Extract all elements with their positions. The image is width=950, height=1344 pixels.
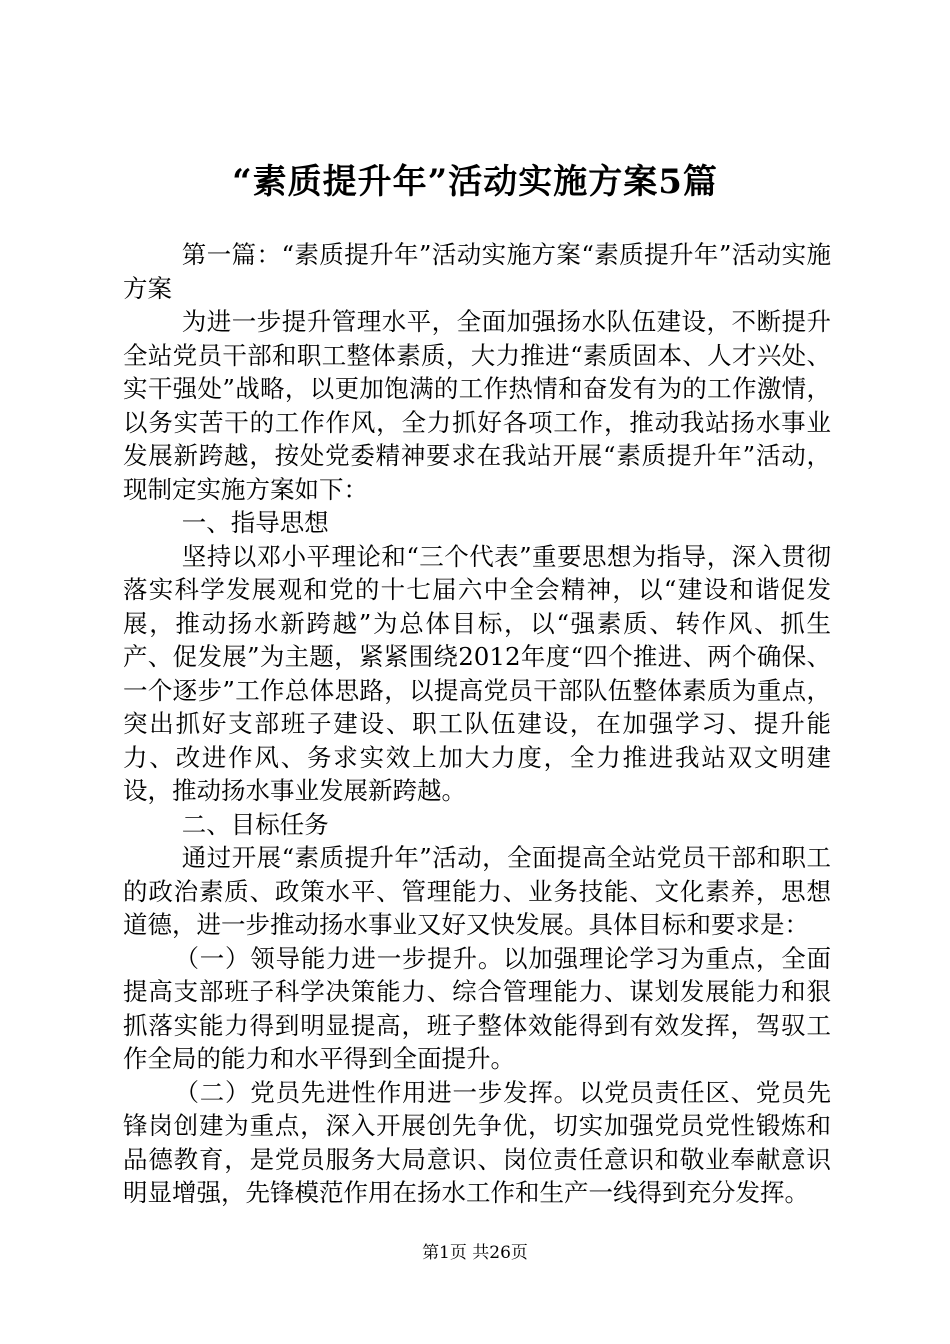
paragraph-leadership-ability: （一）领导能力进一步提升。以加强理论学习为重点，全面提高支部班子科学决策能力、综合管理能力、谋划发展能力和狠抓落实能力得到明显提高，班子整体效能得到有效发挥，驾驭工作全局的能力和水平得到全面提升。	[123, 943, 831, 1073]
paragraph-section-title: 第一篇：“素质提升年”活动实施方案“素质提升年”活动实施方案	[123, 240, 831, 303]
paragraph-goals-tasks: 通过开展“素质提升年”活动，全面提高全站党员干部和职工的政治素质、政策水平、管理能力、业务技能、文化素养，思想道德，进一步推动扬水事业又好又快发展。具体目标和要求是：	[123, 843, 831, 939]
paragraph-guiding-ideology: 坚持以邓小平理论和“三个代表”重要思想为指导，深入贯彻落实科学发展观和党的十七届六中全会精神，以“建设和谐促发展，推动扬水新跨越”为总体目标，以“强素质、转作风、抓生产、促发展”为主题，紧紧围绕2012年度“四个推进、两个确保、一个逐步”工作总体思路，以提高党员干部队伍整体素质为重点，突出抓好支部班子建设、职工队伍建设，在加强学习、提升能力、改进作风、务求实效上加大力度，全力推进我站双文明建设，推动扬水事业发展新跨越。	[123, 541, 831, 805]
heading-guiding-ideology: 一、指导思想	[181, 508, 329, 537]
page-footer: 第1页 共26页	[422, 1243, 528, 1263]
paragraph-intro: 为进一步提升管理水平，全面加强扬水队伍建设，不断提升全站党员干部和职工整体素质，大力推进“素质固本、人才兴处、实干强处”战略，以更加饱满的工作热情和奋发有为的工作激情，以务实苦干的工作作风，全力抓好各项工作，推动我站扬水事业发展新跨越，按处党委精神要求在我站开展“素质提升年”活动，现制定实施方案如下：	[123, 307, 831, 504]
paragraph-party-member-role: （二）党员先进性作用进一步发挥。以党员责任区、党员先锋岗创建为重点，深入开展创先争优，切实加强党员党性锻炼和品德教育，是党员服务大局意识、岗位责任意识和敬业奉献意识明显增强，先锋模范作用在扬水工作和生产一线得到充分发挥。	[123, 1077, 831, 1207]
document-title: “素质提升年”活动实施方案5篇	[232, 162, 718, 202]
heading-goals-tasks: 二、目标任务	[181, 809, 329, 839]
document-body	[123, 238, 831, 1210]
